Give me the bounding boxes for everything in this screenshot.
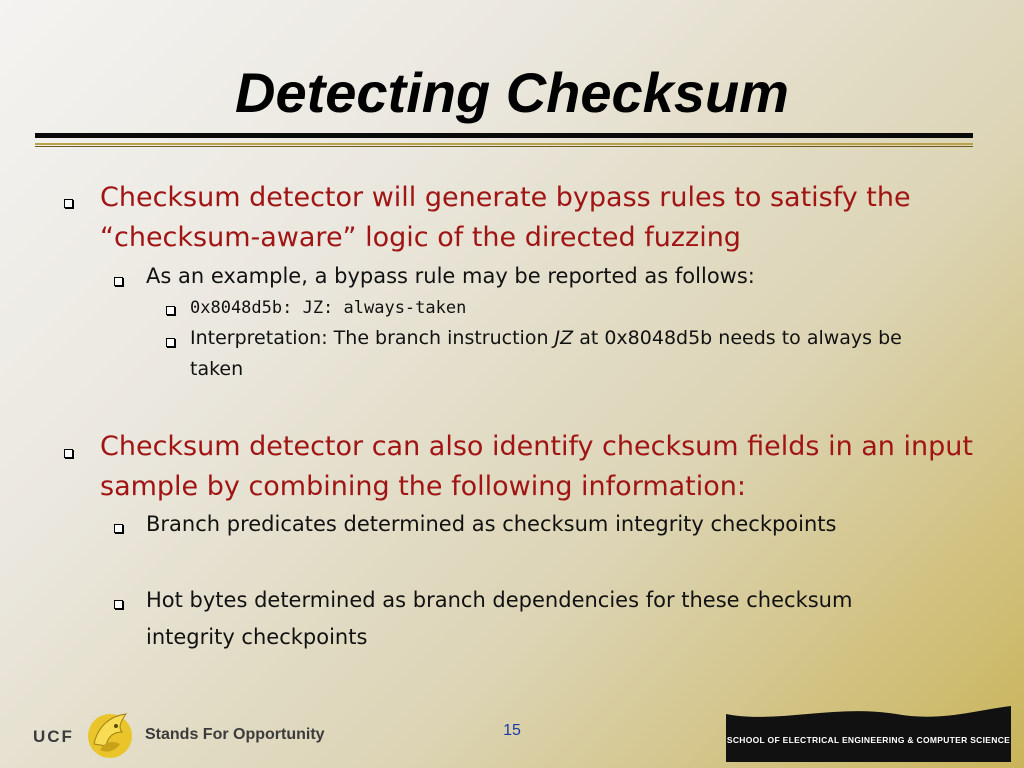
bullet-square-icon <box>114 600 123 609</box>
school-name: SCHOOL OF ELECTRICAL ENGINEERING & COMPUTER SCIENCE <box>726 735 1011 745</box>
bullet-level1: Checksum detector will generate bypass rules to satisfy the “checksum-aware” logic of the directed fuzzing <box>100 182 911 253</box>
tagline: Stands For Opportunity <box>145 726 325 743</box>
bullet-level1: Checksum detector can also identify checksum fields in an input sample by combining the following information: <box>100 431 973 502</box>
title-rule-thin <box>35 146 973 147</box>
school-banner-shape <box>726 706 1011 762</box>
bullet-level2: Branch predicates determined as checksum integrity checkpoints <box>146 512 837 536</box>
bullet-level2: Hot bytes determined as branch dependencies for these checksum integrity checkpoints <box>146 588 853 649</box>
page-number: 15 <box>503 722 521 739</box>
title-rule-gold <box>35 143 973 145</box>
instruction-name: JZ <box>554 327 574 349</box>
bullet-square-icon <box>64 199 73 208</box>
pegasus-logo-icon <box>86 706 134 760</box>
bullet-square-icon <box>166 306 175 315</box>
title-rule <box>35 133 973 138</box>
bullet-square-icon <box>114 277 123 286</box>
school-banner <box>726 706 1011 762</box>
slide-title: Detecting Checksum <box>235 61 789 124</box>
bullet-level3-code: 0x8048d5b: JZ: always-taken <box>190 298 467 318</box>
bullet-square-icon <box>114 524 123 533</box>
bullet-square-icon <box>166 338 175 347</box>
ucf-logo-text: UCF <box>33 727 74 746</box>
interpretation-text: Interpretation: The branch instruction <box>190 327 555 349</box>
interpretation-text-rest: at 0x8048d5b needs to always be taken <box>190 327 902 380</box>
bullet-level2: As an example, a bypass rule may be reported as follows: <box>146 264 755 288</box>
bullet-square-icon <box>64 449 73 458</box>
bullet-level3 <box>190 323 950 385</box>
